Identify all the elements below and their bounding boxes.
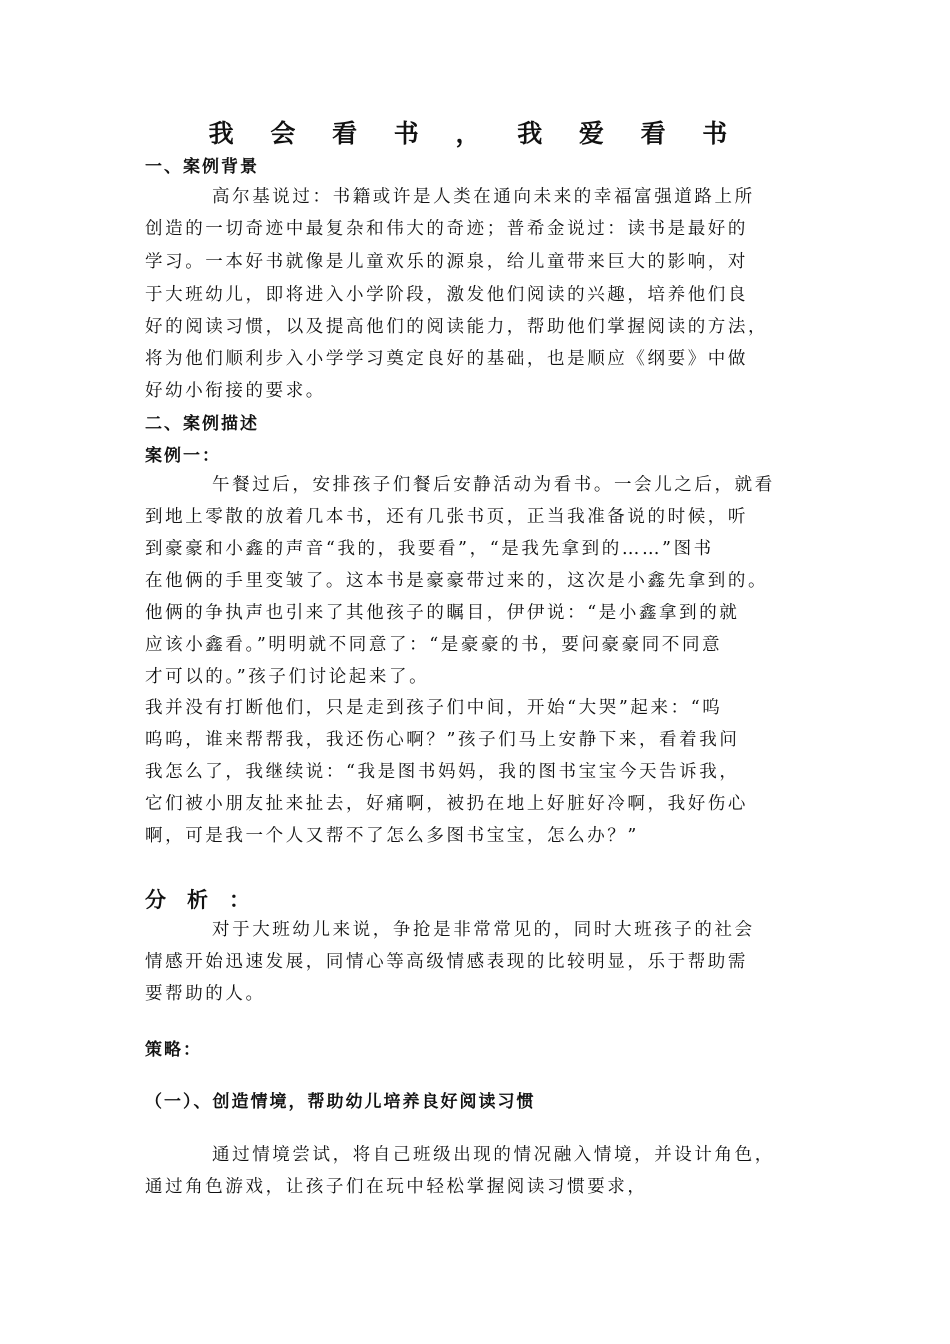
paragraph-line: 创造的一切奇迹中最复杂和伟大的奇迹；普希金说过：读书是最好的 xyxy=(145,219,748,239)
paragraph-line: 高尔基说过：书籍或许是人类在通向未来的幸福富强道路上所 xyxy=(212,187,755,207)
section-heading-description: 二、案例描述 xyxy=(145,414,259,434)
paragraph-line: 好幼小衔接的要求。 xyxy=(145,381,326,401)
analysis-heading-char: 分 xyxy=(145,888,166,912)
paragraph-line: 在他俩的手里变皱了。这本书是豪豪带过来的，这次是小鑫先拿到的。 xyxy=(145,571,769,591)
strategy-heading: 策略： xyxy=(145,1040,202,1060)
paragraph-line: 才可以的。”孩子们讨论起来了。 xyxy=(145,667,430,687)
paragraph-line: 啊，可是我一个人又帮不了怎么多图书宝宝，怎么办？” xyxy=(145,826,639,846)
document-title: 我 会 看 书 ， 我 爱 看 书 xyxy=(208,119,742,148)
paragraph-line: 到地上零散的放着几本书，还有几张书页，正当我准备说的时候，听 xyxy=(145,507,748,527)
paragraph-line: 到豪豪和小鑫的声音“我的，我要看”，“是我先拿到的……”图书 xyxy=(145,539,714,559)
paragraph-line: 情感开始迅速发展，同情心等高级情感表现的比较明显，乐于帮助需 xyxy=(145,952,748,972)
paragraph-line: 要帮助的人。 xyxy=(145,984,266,1004)
paragraph-line: 他俩的争执声也引来了其他孩子的瞩目，伊伊说：“是小鑫拿到的就 xyxy=(145,603,740,623)
analysis-heading xyxy=(145,884,250,914)
section-heading-background: 一、案例背景 xyxy=(145,157,259,177)
paragraph-line: 通过情境尝试，将自己班级出现的情况融入情境，并设计角色， xyxy=(212,1145,775,1165)
paragraph-line: 我怎么了，我继续说：“我是图书妈妈，我的图书宝宝今天告诉我， xyxy=(145,762,740,782)
paragraph-line: 呜呜，谁来帮帮我，我还伤心啊？”孩子们马上安静下来，看着我问 xyxy=(145,730,740,750)
paragraph-line: 我并没有打断他们，只是走到孩子们中间，开始“大哭”起来：“呜 xyxy=(145,698,723,718)
paragraph-line: 好的阅读习惯，以及提高他们的阅读能力，帮助他们掌握阅读的方法， xyxy=(145,317,769,337)
paragraph-line: 应该小鑫看。”明明就不同意了：“是豪豪的书，要问豪豪同不同意 xyxy=(145,635,723,655)
paragraph-line: 于大班幼儿，即将进入小学阶段，激发他们阅读的兴趣，培养他们良 xyxy=(145,285,748,305)
paragraph-line: 它们被小朋友扯来扯去，好痛啊，被扔在地上好脏好冷啊，我好伤心 xyxy=(145,794,748,814)
analysis-heading-char: ： xyxy=(229,888,250,912)
paragraph-line: 对于大班幼儿来说，争抢是非常常见的，同时大班孩子的社会 xyxy=(212,920,755,940)
paragraph-line: 学习。一本好书就像是儿童欢乐的源泉，给儿童带来巨大的影响，对 xyxy=(145,252,748,272)
analysis-heading-char: 析 xyxy=(187,888,208,912)
paragraph-line: 将为他们顺利步入小学学习奠定良好的基础，也是顺应《纲要》中做 xyxy=(145,349,748,369)
paragraph-line: 通过角色游戏，让孩子们在玩中轻松掌握阅读习惯要求， xyxy=(145,1177,648,1197)
case-heading: 案例一： xyxy=(145,446,221,466)
paragraph-line: 午餐过后，安排孩子们餐后安静活动为看书。一会儿之后，就看 xyxy=(212,475,775,495)
strategy-sub-heading: （一）、创造情境，帮助幼儿培养良好阅读习惯 xyxy=(145,1092,536,1112)
